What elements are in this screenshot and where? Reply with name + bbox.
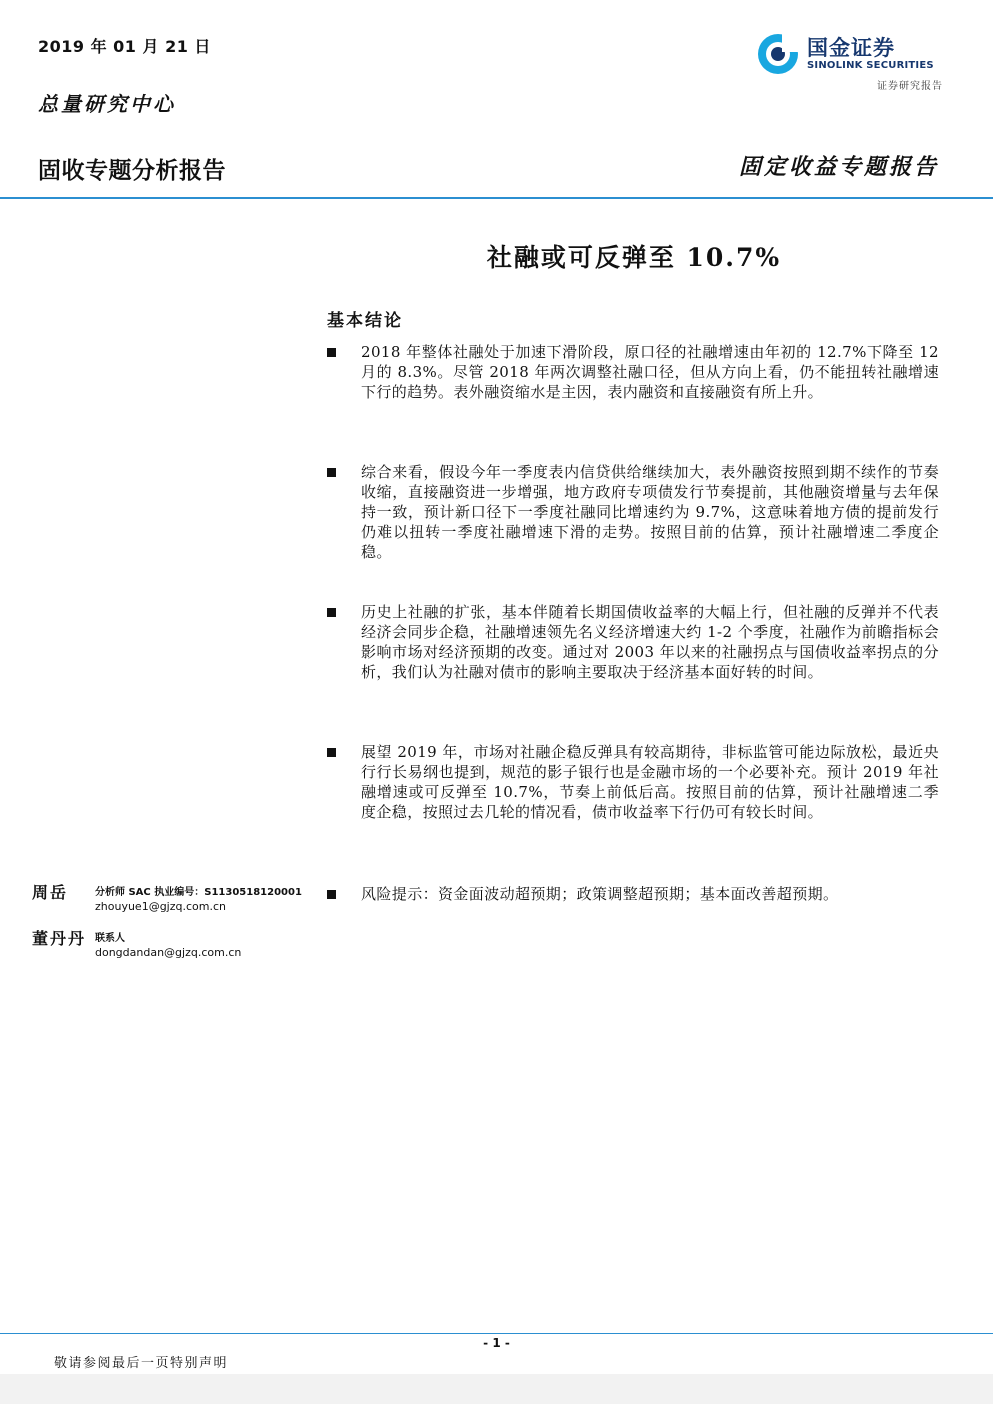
author-name: 董丹丹 [32,929,87,948]
footer-band [0,1374,993,1404]
section-heading: 基本结论 [327,311,403,331]
sinolink-logo [756,30,946,78]
conclusion-text: 展望 2019 年，市场对社融企稳反弹具有较高期待，非标监管可能边际放松，最近央行行长易纲也提到，规范的影子银行也是金融市场的一个必要补充。预计 2019 年社融增速或可反弹至 10.7%，节奏上前低后高。按照目前的估算，预计社融增速二季度企稳，按照过去几轮的情况看，债市收益率下行仍可有较长时间。 [361,743,939,821]
author-name: 周岳 [32,883,69,902]
bullet-square-icon [327,468,336,477]
author-email[interactable]: dongdandan@gjzq.com.cn [95,946,242,959]
header-divider [0,197,993,199]
disclaimer-note: 敬请参阅最后一页特别声明 [54,1356,229,1371]
conclusion-text: 历史上社融的扩张，基本伴随着长期国债收益率的大幅上行，但社融的反弹并不代表经济会同步企稳，社融增速领先名义经济增速大约 1-2 个季度，社融作为前瞻指标会影响市场对经济预期的改变。通过对 2003 年以来的社融拐点与国债收益率拐点的分析，我们认为社融对债市的影响主要取决于经济基本面好转的时间。 [361,603,939,681]
author-role: 分析师 SAC 执业编号：S1130518120001 [95,887,302,898]
logo-english-name: SINOLINK SECURITIES [807,60,934,71]
bullet-square-icon [327,608,336,617]
risk-warning-text: 风险提示：资金面波动超预期；政策调整超预期；基本面改善超预期。 [361,885,839,903]
bullet-square-icon [327,348,336,357]
sinolink-logo-icon [756,32,800,76]
department-name: 总量研究中心 [38,92,176,116]
conclusion-text: 综合来看，假设今年一季度表内信贷供给继续加大，表外融资按照到期不续作的节奏收缩，直接融资进一步增强，地方政府专项债发行节奏提前，其他融资增量与去年保持一致，预计新口径下一季度社融同比增速约为 9.7%，这意味着地方债的提前发行仍难以扭转一季度社融增速下滑的走势。按照目前的估算，预计社融增速二季度企稳。 [361,463,939,561]
logo-chinese-name: 国金证券 [807,36,895,60]
conclusion-item [327,742,939,822]
conclusion-item [327,342,939,402]
footer-divider [0,1333,993,1334]
report-date: 2019 年 01 月 21 日 [38,37,211,56]
conclusion-item [327,602,939,682]
bullet-square-icon [327,748,336,757]
author-role: 联系人 [95,933,125,944]
author-email[interactable]: zhouyue1@gjzq.com.cn [95,900,226,913]
report-category: 固定收益专题报告 [738,154,939,180]
risk-warning-item [327,884,939,904]
page-number: - 1 - [483,1336,510,1350]
report-title: 社融或可反弹至 10.7% [486,243,782,272]
bullet-square-icon [327,890,336,899]
report-type: 固收专题分析报告 [38,158,226,184]
logo-subtitle: 证券研究报告 [877,81,943,92]
conclusion-item [327,462,939,562]
conclusion-text: 2018 年整体社融处于加速下滑阶段，原口径的社融增速由年初的 12.7%下降至 12 月的 8.3%。尽管 2018 年两次调整社融口径，但从方向上看，仍不能扭转社融增速下行的趋势。表外融资缩水是主因，表内融资和直接融资有所上升。 [361,343,939,401]
